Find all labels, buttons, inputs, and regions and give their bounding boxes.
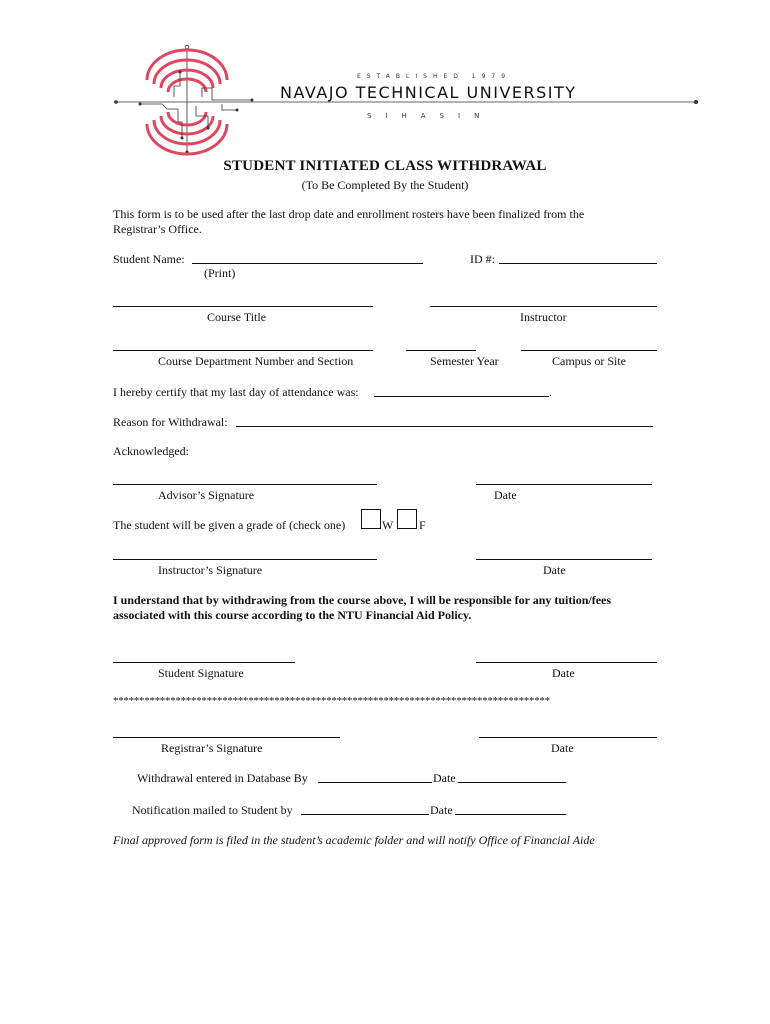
form-subtitle: (To Be Completed By the Student)	[301, 178, 469, 192]
campus-label: Campus or Site	[552, 354, 626, 368]
instructor-field[interactable]	[430, 306, 657, 307]
registrar-date-field[interactable]	[479, 737, 657, 738]
course-dept-field[interactable]	[113, 350, 373, 351]
certify-period: .	[549, 385, 552, 399]
grade-w-label: W	[382, 518, 394, 532]
grade-text: The student will be given a grade of (check one)	[113, 518, 346, 532]
acknowledged-label: Acknowledged:	[113, 444, 189, 458]
course-title-field[interactable]	[113, 306, 373, 307]
university-logo	[112, 42, 702, 162]
student-signature-label: Student Signature	[158, 666, 244, 680]
student-name-field[interactable]	[192, 263, 423, 264]
student-name-label: Student Name:	[113, 252, 185, 266]
grade-f-label: F	[419, 518, 426, 532]
notification-date-field[interactable]	[455, 814, 566, 815]
separator: ************************************************************************************	[113, 695, 550, 707]
statement-line-2: associated with this course according to the NTU Financial Aid Policy.	[113, 608, 472, 622]
instructor-date-field[interactable]	[476, 559, 652, 560]
semester-year-field[interactable]	[406, 350, 476, 351]
intro-line-1: This form is to be used after the last drop date and enrollment rosters have been finalized from the	[113, 207, 585, 221]
advisor-date-label: Date	[494, 488, 517, 502]
student-date-label: Date	[552, 666, 575, 680]
course-dept-label: Course Department Number and Section	[158, 354, 354, 368]
form-title: STUDENT INITIATED CLASS WITHDRAWAL	[223, 158, 547, 174]
registrar-signature-label: Registrar’s Signature	[161, 741, 263, 755]
student-date-field[interactable]	[476, 662, 657, 663]
location-text: SIHASIN	[367, 112, 494, 120]
registrar-signature-field[interactable]	[113, 737, 340, 738]
last-attendance-field[interactable]	[374, 396, 549, 397]
intro-line-2: Registrar’s Office.	[113, 222, 202, 236]
registrar-date-label: Date	[551, 741, 574, 755]
advisor-date-field[interactable]	[476, 484, 652, 485]
instructor-label: Instructor	[520, 310, 567, 324]
student-signature-field[interactable]	[113, 662, 295, 663]
id-field[interactable]	[499, 263, 657, 264]
statement-line-1: I understand that by withdrawing from the course above, I will be responsible for any tuition/fees	[113, 593, 612, 607]
advisor-signature-field[interactable]	[113, 484, 377, 485]
notification-by-field[interactable]	[301, 814, 429, 815]
withdrawal-entered-by-field[interactable]	[318, 782, 432, 783]
ntu-logo-icon	[112, 42, 702, 162]
certify-text: I hereby certify that my last day of attendance was:	[113, 385, 359, 399]
reason-field[interactable]	[236, 426, 653, 427]
established-text: ESTABLISHED 1979	[357, 73, 512, 80]
notification-label: Notification mailed to Student by	[132, 803, 293, 817]
instructor-date-label: Date	[543, 563, 566, 577]
campus-field[interactable]	[521, 350, 657, 351]
grade-f-checkbox[interactable]	[397, 509, 417, 529]
semester-year-label: Semester Year	[430, 354, 499, 368]
instructor-signature-field[interactable]	[113, 559, 377, 560]
university-name: NAVAJO TECHNICAL UNIVERSITY	[280, 83, 577, 102]
grade-w-checkbox[interactable]	[361, 509, 381, 529]
reason-label: Reason for Withdrawal:	[113, 415, 228, 429]
id-label: ID #:	[470, 252, 495, 266]
print-label: (Print)	[204, 266, 236, 280]
advisor-signature-label: Advisor’s Signature	[158, 488, 255, 502]
course-title-label: Course Title	[207, 310, 267, 324]
instructor-signature-label: Instructor’s Signature	[158, 563, 263, 577]
withdrawal-date-label: Date	[433, 771, 456, 785]
notification-date-label: Date	[430, 803, 453, 817]
withdrawal-date-field[interactable]	[458, 782, 566, 783]
footer-note: Final approved form is filed in the student’s academic folder and will notify Office of Financial Aide	[113, 833, 595, 847]
withdrawal-entered-label: Withdrawal entered in Database By	[137, 771, 308, 785]
